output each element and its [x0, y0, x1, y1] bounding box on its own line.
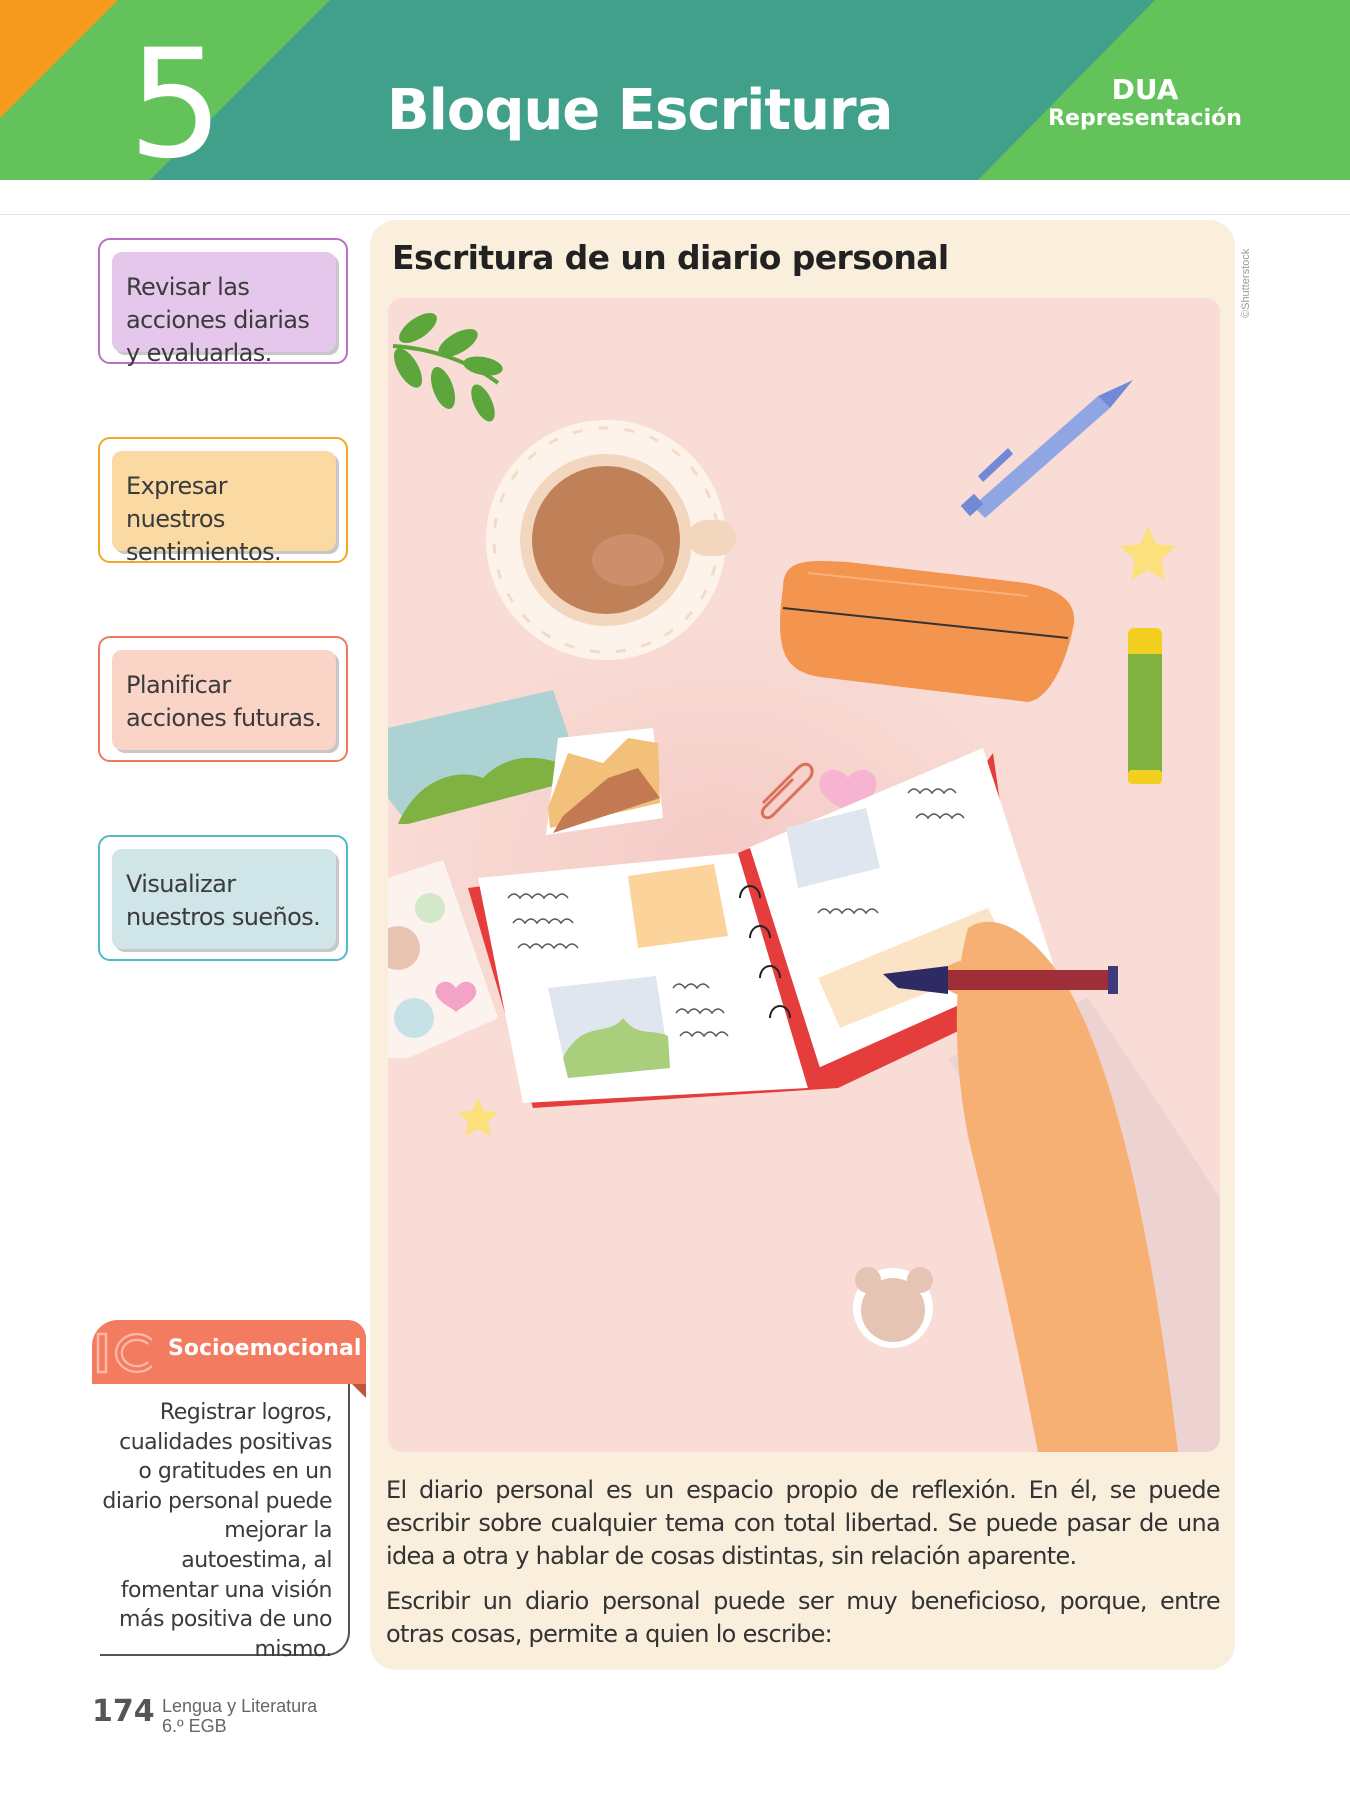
side-card-visualize [98, 835, 348, 961]
chapter-header [0, 0, 1350, 192]
page-number: 174 [92, 1694, 155, 1729]
footer-grade: 6.º EGB [162, 1716, 227, 1736]
side-card-review [98, 238, 348, 367]
image-credit: ©Shutterstock [1240, 248, 1252, 318]
paragraph-1: El diario personal es un espacio propio de reflexión. En él, se puede escribir sobre cualquier tema con total libertad. Se puede pasar de una idea a otra y hablar de cosas distintas, sin relación aparente. [386, 1476, 1220, 1570]
chapter-number: 5 [128, 18, 224, 192]
glue-stick-icon [1128, 628, 1162, 784]
dua-title: DUA [1111, 73, 1179, 106]
side-card-text: Planificar acciones futuras. [112, 650, 336, 750]
socioemotional-text: Registrar logros, cualidades positivas o gratitudes en un diario personal puede mejorar la autoestima, al fomentar una visión más positiva de uno mismo. [102, 1400, 332, 1662]
diary-illustration-svg [388, 298, 1220, 1452]
diary-illustration [388, 298, 1220, 1452]
photo-icon [546, 728, 663, 835]
ic-logo-icon [92, 1320, 172, 1384]
header-divider [0, 214, 1350, 215]
paragraph-2: Escribir un diario personal puede ser muy beneficioso, porque, entre otras cosas, permite a quien lo escribe: [386, 1587, 1220, 1648]
side-card-text: Expresar nuestros sentimientos. [112, 451, 336, 551]
side-card-express [98, 437, 348, 566]
dua-badge [1040, 74, 1250, 132]
dua-subtitle: Representación [1048, 106, 1242, 131]
side-card-text: Revisar las acciones diarias y evaluarlas. [112, 252, 336, 352]
footer-subject: Lengua y Literatura [162, 1696, 318, 1716]
panel-title: Escritura de un diario personal [392, 238, 949, 277]
socioemotional-label: Socioemocional [168, 1336, 362, 1361]
side-card-text: Visualizar nuestros sueños. [112, 849, 336, 949]
bear-sticker-icon [853, 1267, 933, 1348]
tab-fold [352, 1384, 366, 1398]
block-title: Bloque Escritura [387, 78, 893, 143]
socioemotional-tab [92, 1320, 366, 1384]
side-card-plan [98, 636, 348, 762]
